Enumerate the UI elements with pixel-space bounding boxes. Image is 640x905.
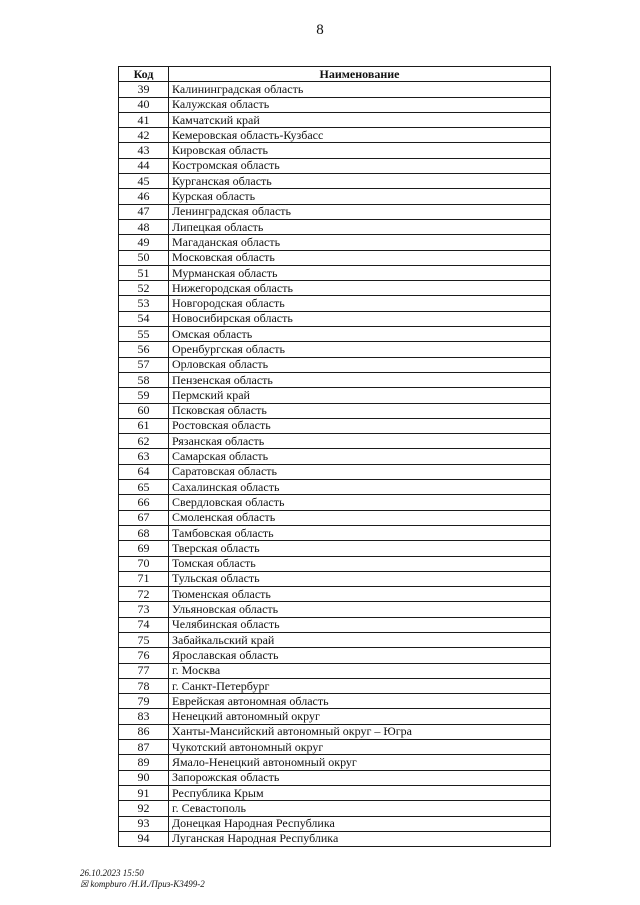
table-row [119, 556, 551, 571]
table-row [119, 587, 551, 602]
table-row [119, 311, 551, 326]
region-name-cell: Тюменская область [169, 587, 551, 602]
table-row [119, 174, 551, 189]
region-name-cell: Курская область [169, 189, 551, 204]
region-name-cell: Забайкальский край [169, 632, 551, 647]
region-name-cell: Калужская область [169, 97, 551, 112]
table-row [119, 434, 551, 449]
table-row [119, 831, 551, 846]
table-row [119, 694, 551, 709]
region-name-cell: Пермский край [169, 388, 551, 403]
table-row [119, 449, 551, 464]
table-row [119, 495, 551, 510]
region-code-cell: 41 [119, 112, 169, 127]
table-row [119, 464, 551, 479]
table-row [119, 204, 551, 219]
region-code-cell: 60 [119, 403, 169, 418]
region-code-cell: 39 [119, 82, 169, 97]
region-code-cell: 62 [119, 434, 169, 449]
table-row [119, 143, 551, 158]
region-name-cell: Еврейская автономная область [169, 694, 551, 709]
region-name-cell: Оренбургская область [169, 342, 551, 357]
table-row [119, 678, 551, 693]
region-code-cell: 90 [119, 770, 169, 785]
region-code-cell: 94 [119, 831, 169, 846]
table-row [119, 709, 551, 724]
region-code-cell: 47 [119, 204, 169, 219]
table-row [119, 327, 551, 342]
region-code-cell: 51 [119, 265, 169, 280]
region-code-cell: 91 [119, 785, 169, 800]
table-row [119, 541, 551, 556]
table-row [119, 82, 551, 97]
region-code-cell: 89 [119, 755, 169, 770]
table-row [119, 296, 551, 311]
region-name-cell: Кемеровская область-Кузбасс [169, 128, 551, 143]
region-name-cell: Новгородская область [169, 296, 551, 311]
region-code-cell: 40 [119, 97, 169, 112]
region-name-cell: Свердловская область [169, 495, 551, 510]
table-row [119, 648, 551, 663]
region-name-cell: Саратовская область [169, 464, 551, 479]
region-code-cell: 64 [119, 464, 169, 479]
region-code-cell: 78 [119, 678, 169, 693]
document-footer [80, 868, 205, 890]
table-row [119, 724, 551, 739]
region-code-cell: 42 [119, 128, 169, 143]
table-row [119, 112, 551, 127]
region-name-cell: Чукотский автономный округ [169, 740, 551, 755]
region-code-cell: 66 [119, 495, 169, 510]
region-code-cell: 73 [119, 602, 169, 617]
region-code-cell: 76 [119, 648, 169, 663]
table-row [119, 632, 551, 647]
table-row [119, 770, 551, 785]
table-row [119, 342, 551, 357]
region-name-cell: Псковская область [169, 403, 551, 418]
table-row [119, 219, 551, 234]
region-code-cell: 46 [119, 189, 169, 204]
region-name-cell: Орловская область [169, 357, 551, 372]
region-name-cell: Нижегородская область [169, 281, 551, 296]
region-name-cell: г. Москва [169, 663, 551, 678]
region-name-cell: Сахалинская область [169, 480, 551, 495]
region-code-cell: 54 [119, 311, 169, 326]
region-name-cell: Донецкая Народная Республика [169, 816, 551, 831]
table-row [119, 189, 551, 204]
region-name-cell: Тверская область [169, 541, 551, 556]
region-name-cell: Калининградская область [169, 82, 551, 97]
table-row [119, 250, 551, 265]
region-code-cell: 63 [119, 449, 169, 464]
table-row [119, 801, 551, 816]
table-row [119, 816, 551, 831]
region-code-cell: 55 [119, 327, 169, 342]
region-name-cell: Челябинская область [169, 617, 551, 632]
table-row [119, 265, 551, 280]
table-row [119, 510, 551, 525]
footer-document-id: ☒ kompburo /Н.И./Приз-К3499-2 [80, 879, 205, 889]
table-body [119, 82, 551, 847]
region-name-cell: Луганская Народная Республика [169, 831, 551, 846]
region-code-cell: 65 [119, 480, 169, 495]
table-row [119, 388, 551, 403]
table-row [119, 755, 551, 770]
region-name-cell: Самарская область [169, 449, 551, 464]
region-name-cell: Смоленская область [169, 510, 551, 525]
table-row [119, 785, 551, 800]
region-code-cell: 61 [119, 418, 169, 433]
region-name-cell: Омская область [169, 327, 551, 342]
table-row [119, 158, 551, 173]
region-name-cell: Ярославская область [169, 648, 551, 663]
region-code-cell: 87 [119, 740, 169, 755]
region-name-cell: Тамбовская область [169, 525, 551, 540]
region-name-cell: Мурманская область [169, 265, 551, 280]
region-code-cell: 67 [119, 510, 169, 525]
table-row [119, 740, 551, 755]
region-code-cell: 71 [119, 571, 169, 586]
region-code-cell: 44 [119, 158, 169, 173]
region-code-cell: 58 [119, 372, 169, 387]
table-row [119, 663, 551, 678]
table-row [119, 525, 551, 540]
region-code-cell: 93 [119, 816, 169, 831]
region-code-cell: 49 [119, 235, 169, 250]
table-row [119, 357, 551, 372]
table-row [119, 372, 551, 387]
region-name-cell: Ненецкий автономный округ [169, 709, 551, 724]
region-name-cell: Липецкая область [169, 219, 551, 234]
region-code-cell: 77 [119, 663, 169, 678]
region-code-cell: 74 [119, 617, 169, 632]
region-code-cell: 69 [119, 541, 169, 556]
region-name-cell: Кировская область [169, 143, 551, 158]
region-name-cell: Новосибирская область [169, 311, 551, 326]
region-code-cell: 50 [119, 250, 169, 265]
region-name-cell: Пензенская область [169, 372, 551, 387]
region-code-cell: 75 [119, 632, 169, 647]
table-row [119, 480, 551, 495]
table-row [119, 418, 551, 433]
region-code-cell: 48 [119, 219, 169, 234]
region-name-cell: г. Севастополь [169, 801, 551, 816]
region-code-cell: 79 [119, 694, 169, 709]
region-name-cell: Московская область [169, 250, 551, 265]
region-name-cell: Костромская область [169, 158, 551, 173]
table-header-row [119, 67, 551, 82]
header-code: Код [119, 67, 169, 82]
region-code-cell: 83 [119, 709, 169, 724]
region-name-cell: г. Санкт-Петербург [169, 678, 551, 693]
region-code-table [118, 66, 551, 847]
region-name-cell: Ростовская область [169, 418, 551, 433]
table-row [119, 602, 551, 617]
table-row [119, 97, 551, 112]
region-name-cell: Курганская область [169, 174, 551, 189]
region-name-cell: Республика Крым [169, 785, 551, 800]
footer-timestamp: 26.10.2023 15:50 [80, 868, 144, 878]
region-code-cell: 56 [119, 342, 169, 357]
region-name-cell: Ленинградская область [169, 204, 551, 219]
region-code-cell: 59 [119, 388, 169, 403]
region-code-cell: 43 [119, 143, 169, 158]
region-code-cell: 68 [119, 525, 169, 540]
region-code-cell: 57 [119, 357, 169, 372]
table-row [119, 571, 551, 586]
region-name-cell: Тульская область [169, 571, 551, 586]
region-code-cell: 53 [119, 296, 169, 311]
region-name-cell: Запорожская область [169, 770, 551, 785]
region-name-cell: Ханты-Мансийский автономный округ – Югра [169, 724, 551, 739]
page-number: 8 [316, 22, 324, 38]
region-name-cell: Рязанская область [169, 434, 551, 449]
region-code-cell: 52 [119, 281, 169, 296]
region-code-cell: 92 [119, 801, 169, 816]
table-row [119, 235, 551, 250]
region-name-cell: Ульяновская область [169, 602, 551, 617]
region-code-cell: 70 [119, 556, 169, 571]
region-name-cell: Ямало-Ненецкий автономный округ [169, 755, 551, 770]
region-code-cell: 72 [119, 587, 169, 602]
table-row [119, 281, 551, 296]
region-code-cell: 45 [119, 174, 169, 189]
region-name-cell: Камчатский край [169, 112, 551, 127]
region-code-cell: 86 [119, 724, 169, 739]
header-name: Наименование [169, 67, 551, 82]
table-row [119, 403, 551, 418]
region-name-cell: Магаданская область [169, 235, 551, 250]
table-row [119, 617, 551, 632]
region-name-cell: Томская область [169, 556, 551, 571]
table-row [119, 128, 551, 143]
